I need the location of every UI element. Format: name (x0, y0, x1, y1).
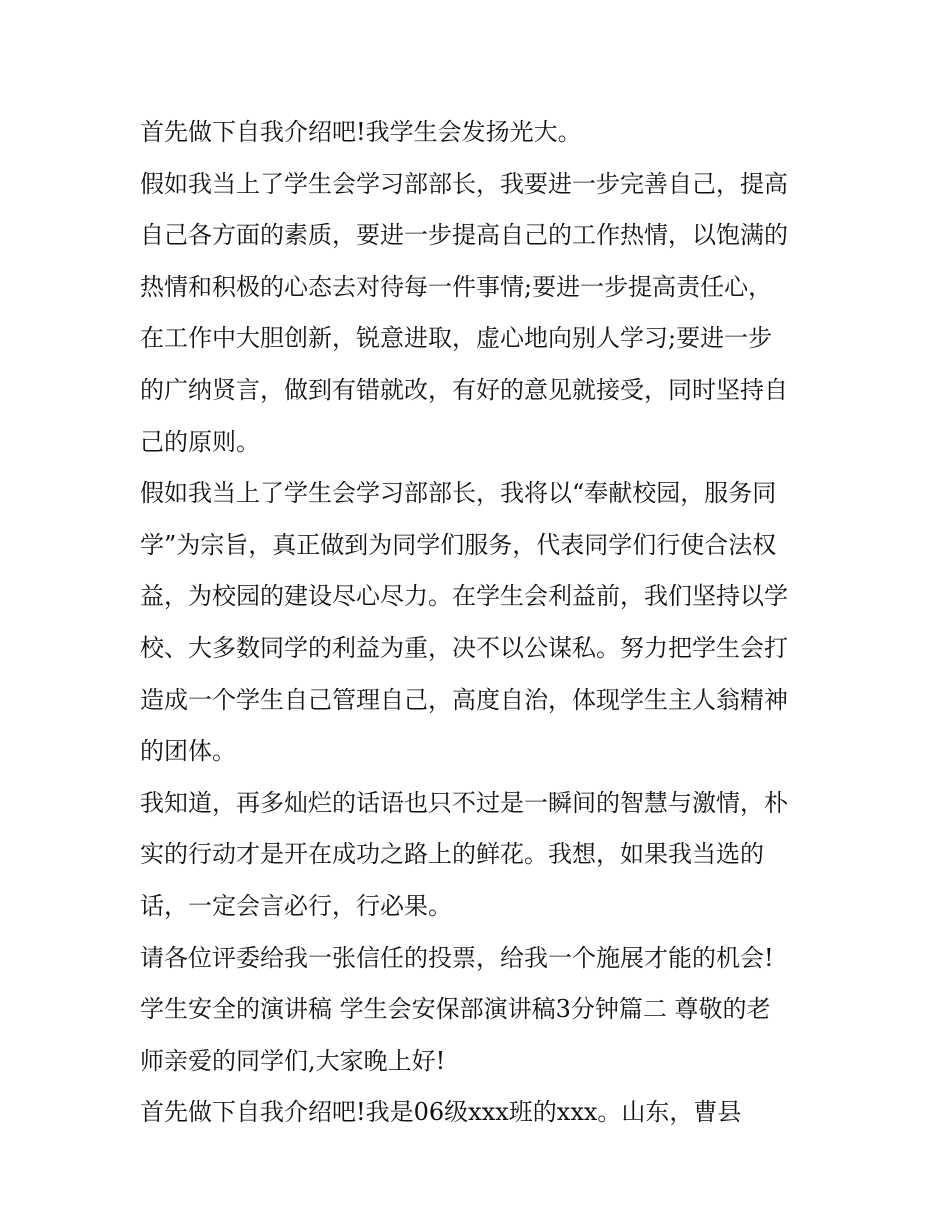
text-line: 自己各方面的素质，要进一步提高自己的工作热情，以饱满的 (140, 221, 788, 250)
text-line: 在工作中大胆创新，锐意进取，虚心地向别人学习;要进一步 (140, 324, 773, 353)
text-line: 的广纳贤言，做到有错就改，有好的意见就接受，同时坚持自 (140, 375, 788, 404)
text-line: 己的原则。 (140, 427, 260, 456)
text-line: 学生安全的演讲稿 学生会安保部演讲稿3分钟篇二 尊敬的老 (140, 995, 771, 1024)
text-line: 假如我当上了学生会学习部部长，我要进一步完善自己，提高 (140, 169, 788, 198)
text-line: 假如我当上了学生会学习部部长，我将以“奉献校园，服务同 (140, 479, 777, 508)
text-line: 首先做下自我介绍吧!我是06级xxx班的xxx。山东，曹县 (140, 1098, 742, 1127)
text-line: 师亲爱的同学们,大家晚上好! (140, 1046, 446, 1075)
text-line: 实的行动才是开在成功之路上的鲜花。我想，如果我当选的 (140, 840, 764, 869)
text-line: 首先做下自我介绍吧!我学生会发扬光大。 (140, 118, 582, 146)
text-line: 益，为校园的建设尽心尽力。在学生会利益前，我们坚持以学 (140, 582, 788, 611)
text-line: 校、大多数同学的利益为重，决不以公谋私。努力把学生会打 (140, 633, 788, 662)
text-line: 话，一定会言必行，行必果。 (140, 891, 452, 920)
document-body (140, 107, 820, 1139)
text-line: 学”为宗旨，真正做到为同学们服务，代表同学们行使合法权 (140, 530, 777, 559)
text-line: 我知道，再多灿烂的话语也只不过是一瞬间的智慧与激情，朴 (140, 788, 788, 817)
text-line: 造成一个学生自己管理自己，高度自治，体现学生主人翁精神 (140, 685, 788, 714)
text-line: 请各位评委给我一张信任的投票，给我一个施展才能的机会! (140, 943, 774, 972)
text-line: 的团体。 (140, 737, 236, 766)
text-line: 热情和积极的心态去对待每一件事情;要进一步提高责任心， (140, 272, 773, 301)
